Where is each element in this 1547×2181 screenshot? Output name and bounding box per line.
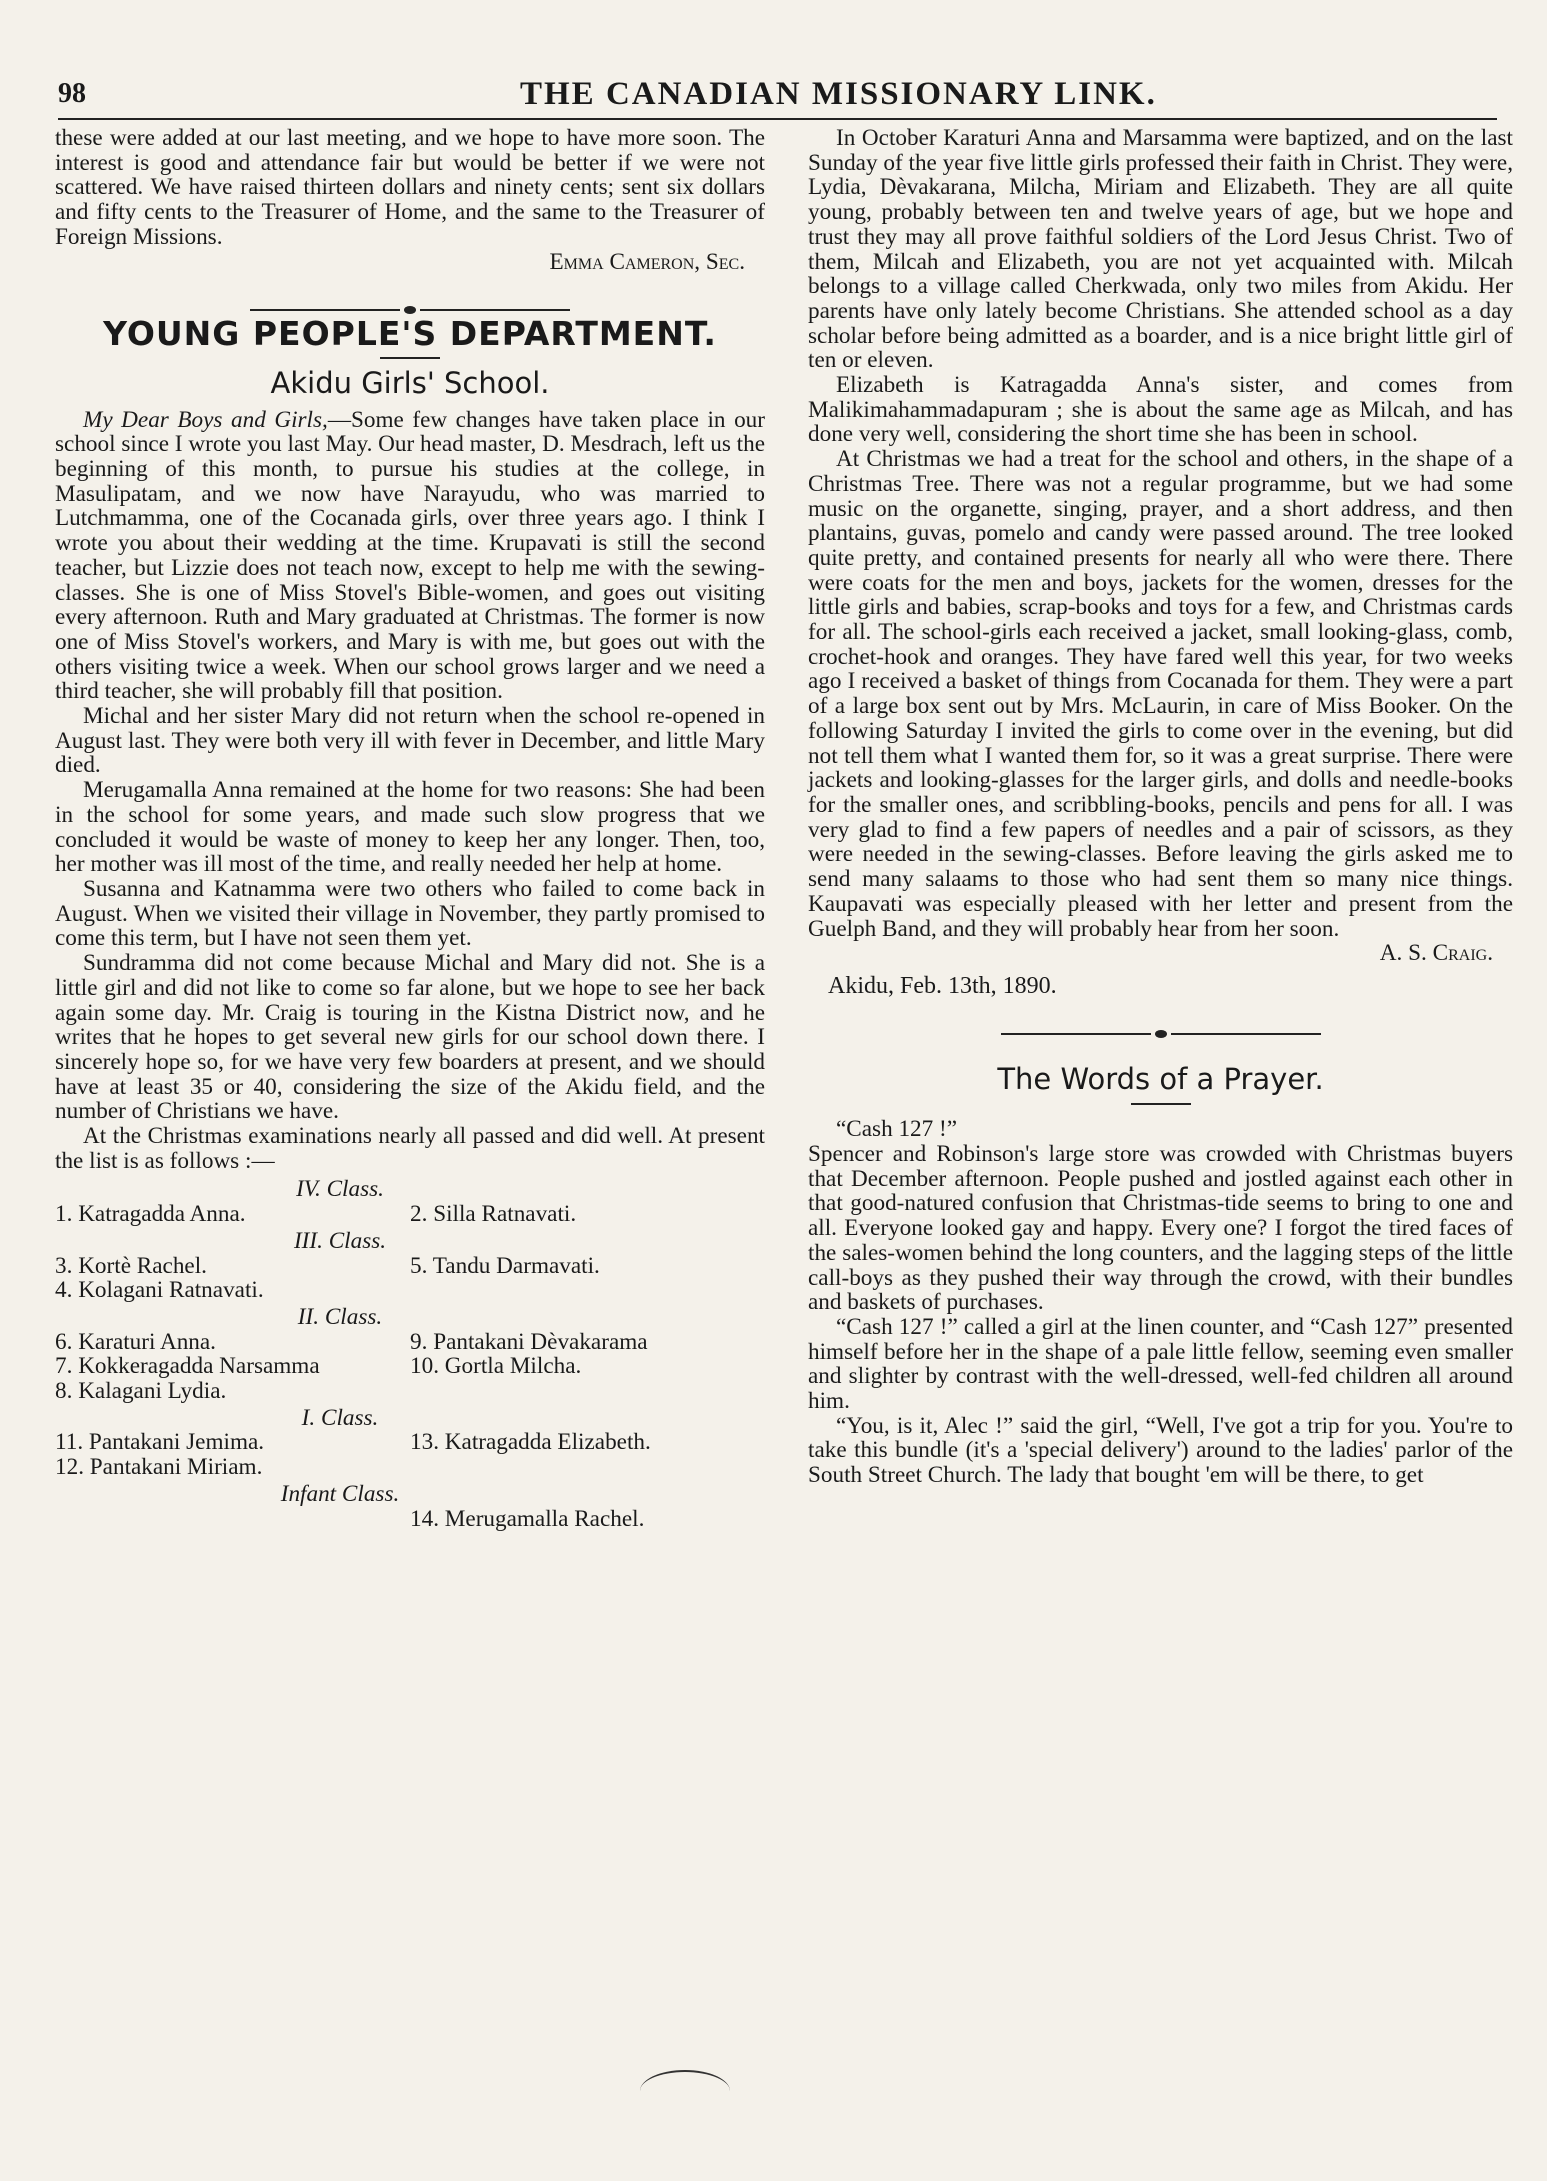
salutation: My Dear Boys and Girls, — [83, 406, 328, 433]
student-name — [410, 1278, 765, 1303]
student-name: 8. Kalagani Lydia. — [55, 1378, 227, 1405]
section-ornament — [808, 1021, 1513, 1033]
class-row — [55, 1455, 765, 1480]
class-row — [55, 1379, 765, 1404]
heading-rule — [1131, 1103, 1191, 1105]
article-paragraph: Michal and her sister Mary did not return when the school re-opened in August last. They were both very ill with fever in December, and little Mary died. — [55, 703, 765, 779]
student-name: 6. Karaturi Anna. — [55, 1328, 216, 1355]
header-rule — [58, 118, 1497, 120]
article-paragraph: Susanna and Katnamma were two others who failed to come back in August. When we visited their village in November, they partly promised to come this term, but I have not seen them yet. — [55, 875, 765, 952]
student-name: 7. Kokkeragadda Narsamma — [55, 1353, 320, 1380]
article-paragraph: Sundramma did not come because Michal and Mary did not. She is a little girl and did not like to come so far alone, but we hope to see her back again some day. Mr. Craig is touring in the Kistna District now, and he writes that he hopes to get several new girls for our school down there. I sincerely hope so, for we have very few boarders at present, and we should have at least 35 or 40, considering the size of the Akidu field, and the number of Christians we have. — [55, 950, 765, 1125]
student-name: 3. Kortè Rachel. — [55, 1252, 207, 1279]
article-paragraph: My Dear Boys and Girls,—Some few changes have taken place in our school since I wrote you last May. Our head master, D. Mesdrach, left us the beginning of this month, to pursue his studies at the college, in Masulipatam, and we now have Narayudu, who was married to Lutchmamma, one of the Cocanada girls, over three years ago. I think I wrote you about their wedding at the time. Krupavati is still the second teacher, but Lizzie does not teach now, except to help me with the sewing-classes. She is one of Miss Stovel's Bible-women, and goes out visiting every afternoon. Ruth and Mary graduated at Christmas. The former is now one of Miss Stovel's workers, and Mary is with me, but goes out with the others visiting twice a week. When our school grows larger and we need a third teacher, she will probably fill that position. — [55, 406, 765, 705]
student-name — [410, 1379, 765, 1404]
running-head — [40, 72, 1507, 122]
opening-paragraph: these were added at our last meeting, and we hope to have more soon. The interest is good and attendance fair but would be better if we were not scattered. We have raised thirteen dollars and ninety cents; sent six dollars and fifty cents to the Treasurer of Home, and the same to the Treasurer of Foreign Missions. — [55, 125, 765, 250]
opening-signature: Emma Cameron, Sec. — [549, 248, 745, 275]
article-signature: A. S. Craig. — [1379, 940, 1493, 967]
class-list — [55, 1177, 765, 1531]
student-name: 12. Pantakani Miriam. — [55, 1454, 263, 1481]
article-title: The Words of a Prayer. — [997, 1061, 1324, 1096]
article-paragraph: “Cash 127 !” called a girl at the linen counter, and “Cash 127” presented himself before her in the shape of a pale little fellow, seeming even smaller and slighter by contrast with the well-dressed, well-fed children all around him. — [808, 1313, 1513, 1415]
class-heading: I. Class. — [301, 1404, 379, 1431]
student-name: 11. Pantakani Jemima. — [55, 1429, 265, 1456]
article-paragraph: In October Karaturi Anna and Marsamma were baptized, and on the last Sunday of the year five little girls professed their faith in Christ. They were, Lydia, Dèvakarana, Milcha, Miriam and Elizabeth. They are all quite young, probably between ten and twelve years of age, but we hope and trust they may all prove faithful soldiers of the Lord Jesus Christ. Two of them, Milcah and Elizabeth, you are not yet acquainted with. Milcah belongs to a village called Cherkwada, only two miles from Akidu. Her parents have only lately become Christians. She attended school as a day scholar before being admitted as a boarder, and is a nice bright little girl of ten or eleven. — [808, 125, 1513, 374]
class-heading: IV. Class. — [296, 1176, 384, 1203]
article-title: Akidu Girls' School. — [270, 365, 550, 400]
article-paragraph: Elizabeth is Katragadda Anna's sister, and comes from Malikimahammadapuram ; she is about the same age as Milcah, and has done very well, considering the short time she has been in school. — [808, 372, 1513, 448]
page-number: 98 — [58, 78, 86, 109]
article-paragraph: “You, is it, Alec !” said the girl, “Well, I've got a trip for you. You're to take this bundle (it's a 'special delivery') around to the ladies' parlor of the South Street Church. The lady that bought 'em will be there, to get — [808, 1412, 1513, 1489]
student-name: 5. Tandu Darmavati. — [410, 1252, 600, 1279]
student-name: 2. Silla Ratnavati. — [410, 1201, 577, 1228]
class-row — [55, 1430, 765, 1455]
class-heading: Infant Class. — [280, 1480, 400, 1507]
article-paragraph: At the Christmas examinations nearly all passed and did well. At present the list is as follows :— — [55, 1123, 765, 1174]
left-column — [55, 126, 765, 1531]
student-name — [410, 1455, 765, 1480]
class-row — [55, 1330, 765, 1355]
student-name: 13. Katragadda Elizabeth. — [410, 1429, 651, 1456]
article-paragraph: Merugamalla Anna remained at the home for two reasons: She had been in the school for some years, and made such slow progress that we concluded it would be waste of money to keep her any longer. Then, too, her mother was ill most of the time, and really needed her help at home. — [55, 777, 765, 878]
student-name: 1. Katragadda Anna. — [55, 1201, 246, 1228]
class-row — [55, 1254, 765, 1279]
student-name: 10. Gortla Milcha. — [410, 1353, 582, 1380]
class-row — [55, 1202, 765, 1227]
class-row — [55, 1354, 765, 1379]
article-paragraph: At Christmas we had a treat for the school and others, in the shape of a Christmas Tree. There was not a regular programme, but we had some music on the organette, singing, prayer, and a short address, and then plantains, guvas, pomelo and candy were passed around. The tree looked quite pretty, and contained presents for nearly all who were there. There were coats for the men and boys, jackets for the women, dresses for the little girls and babies, scrap-books and toys for a few, and Christmas cards for all. The school-girls each received a jacket, small looking-glass, comb, crochet-hook and oranges. They have fared well this year, for two weeks ago I received a basket of things from Cocanada for them. They were a part of a large box sent out by Mrs. McLaurin, in care of Miss Booker. On the following Saturday I invited the girls to come over in the evening, but did not tell them what I wanted them for, so it was a great surprise. There were jackets and looking-glasses for the larger girls, and dolls and needle-books for the smaller ones, and scribbling-books, pencils and pens for all. I was very glad to find a few papers of needles and a pair of scissors, as they were needed in the sewing-classes. Before leaving the girls asked me to send many salaams to those who had sent them so many nice things. Kaupavati was especially pleased with her letter and present from the Guelph Band, and they will probably hear from her soon. — [808, 446, 1513, 942]
class-heading: III. Class. — [293, 1227, 387, 1254]
article-paragraph: Spencer and Robinson's large store was crowded with Christmas buyers that December afternoon. People pushed and jostled against each other in that good-natured confusion that Christmas-tide seems to bring to one and all. Everyone looked gay and happy. Every one? I forgot the tired faces of the sales-women behind the long counters, and the lagging steps of the little call-boys as they pushed their way through the crowd, with their bundles and baskets of purchases. — [808, 1141, 1513, 1316]
section-ornament — [55, 296, 765, 308]
student-name — [55, 1507, 410, 1532]
student-name: 9. Pantakani Dèvakarama — [410, 1328, 648, 1355]
article-paragraph: “Cash 127 !” — [836, 1116, 958, 1143]
class-heading: II. Class. — [297, 1303, 383, 1330]
class-row — [55, 1278, 765, 1303]
student-name: 14. Merugamalla Rachel. — [410, 1505, 645, 1532]
student-name: 4. Kolagani Ratnavati. — [55, 1277, 264, 1304]
department-heading: YOUNG PEOPLE'S DEPARTMENT. — [103, 314, 717, 354]
heading-rule — [380, 357, 440, 359]
dateline: Akidu, Feb. 13th, 1890. — [828, 972, 1057, 999]
journal-title: THE CANADIAN MISSIONARY LINK. — [520, 76, 1157, 112]
class-row — [55, 1507, 765, 1532]
right-column — [808, 126, 1513, 1488]
ink-mark — [640, 2070, 730, 2112]
